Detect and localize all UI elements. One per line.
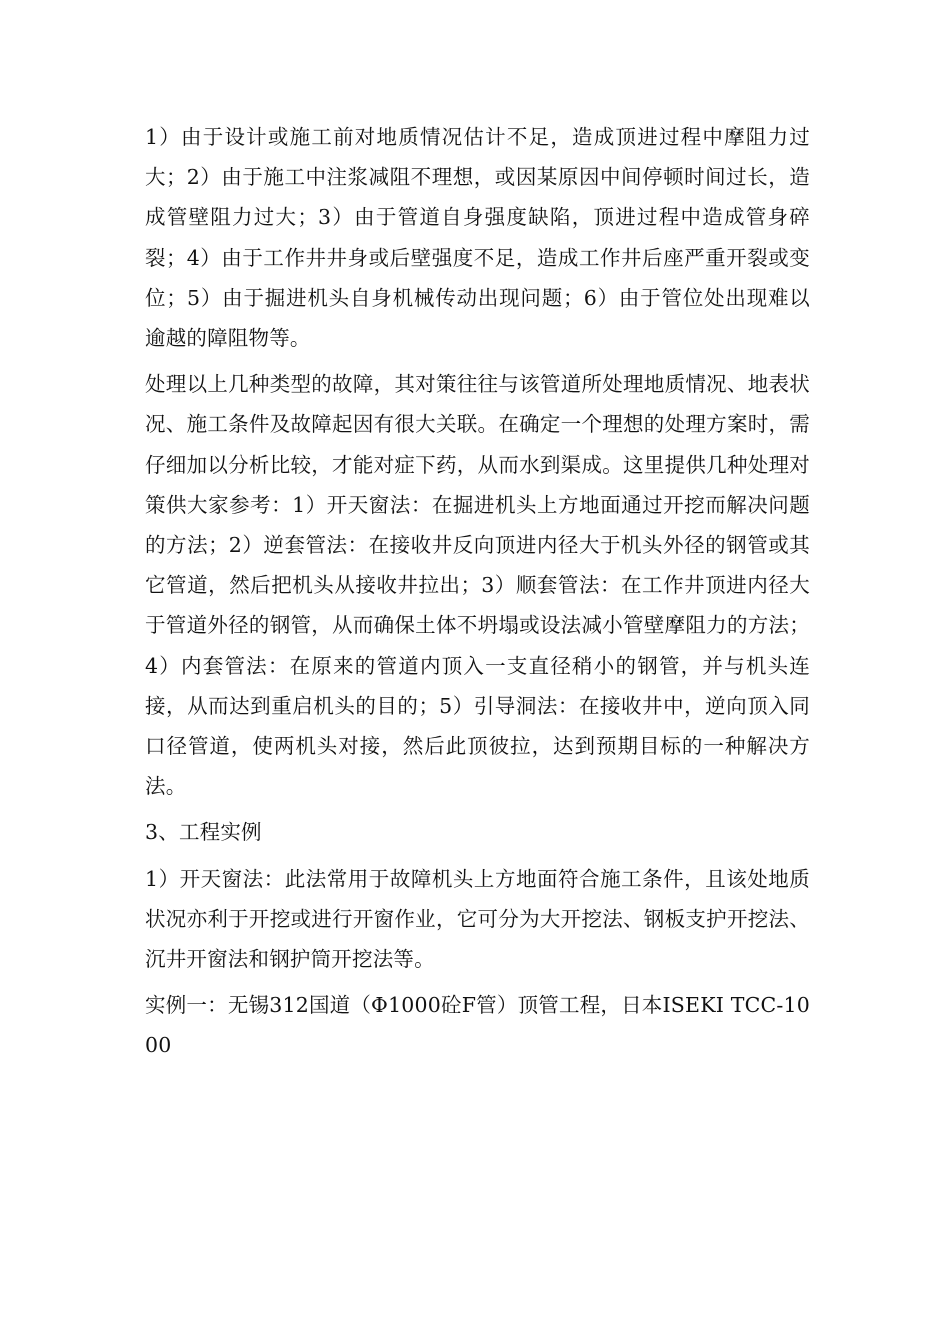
paragraph-failure-causes: 1）由于设计或施工前对地质情况估计不足，造成顶进过程中摩阻力过大；2）由于施工中注浆减阻不理想，或因某原因中间停顿时间过长，造成管壁阻力过大；3）由于管道自身强度缺陷，顶进过程中造成管身碎裂；4）由于工作井井身或后壁强度不足，造成工作井后座严重开裂或变位；5）由于掘进机头自身机械传动出现问题；6）由于管位处出现难以逾越的障阻物等。 (145, 125, 810, 351)
paragraph-skylight-method: 1）开天窗法：此法常用于故障机头上方地面符合施工条件，且该处地质状况亦利于开挖或进行开窗作业，它可分为大开挖法、钢板支护开挖法、沉井开窗法和钢护筒开挖法等。 (145, 866, 810, 972)
document-body (145, 117, 810, 1066)
paragraph-example-one: 实例一：无锡312国道（Φ1000砼F管）顶管工程，日本ISEKI TCC-1000 (145, 993, 810, 1058)
paragraph-countermeasures: 处理以上几种类型的故障，其对策往往与该管道所处理地质情况、地表状况、施工条件及故障起因有很大关联。在确定一个理想的处理方案时，需仔细加以分析比较，才能对症下药，从而水到渠成。这里提供几种处理对策供大家参考：1）开天窗法：在掘进机头上方地面通过开挖而解决问题的方法；2）逆套管法：在接收井反向顶进内径大于机头外径的钢管或其它管道，然后把机头从接收井拉出；3）顺套管法：在工作井顶进内径大于管道外径的钢管，从而确保土体不坍塌或设法减小管壁摩阻力的方法；4）内套管法：在原来的管道内顶入一支直径稍小的钢管，并与机头连接，从而达到重启机头的目的；5）引导洞法：在接收井中，逆向顶入同口径管道，使两机头对接，然后此顶彼拉，达到预期目标的一种解决方法。 (145, 372, 810, 799)
section-heading-engineering-examples: 3、工程实例 (145, 820, 262, 845)
